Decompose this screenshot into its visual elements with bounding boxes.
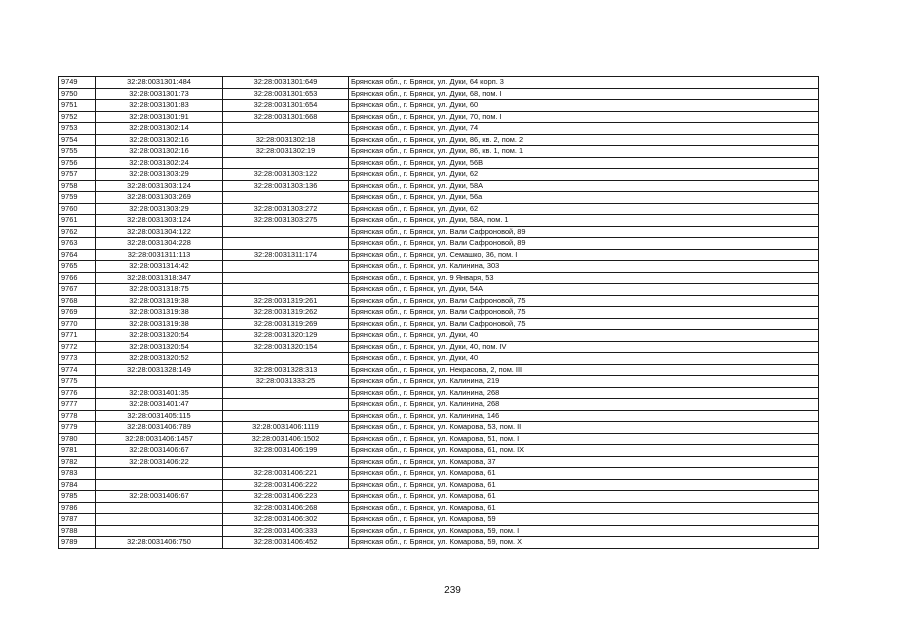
row-number-cell: 9749 [59, 77, 96, 89]
building-cadastral-number-cell: 32:28:0031320:154 [223, 341, 349, 353]
building-cadastral-number-cell: 32:28:0031302:19 [223, 146, 349, 158]
address-cell: Брянская обл., г. Брянск, ул. Дуки, 62 [349, 169, 819, 181]
table-row [59, 100, 819, 112]
table-row [59, 399, 819, 411]
land-cadastral-number-cell: 32:28:0031319:38 [96, 295, 223, 307]
row-number-cell: 9766 [59, 272, 96, 284]
table-row [59, 134, 819, 146]
building-cadastral-number-cell: 32:28:0031303:275 [223, 215, 349, 227]
table-row [59, 307, 819, 319]
registry-table-body [59, 77, 819, 549]
address-cell: Брянская обл., г. Брянск, ул. Комарова, 61 [349, 491, 819, 503]
row-number-cell: 9778 [59, 410, 96, 422]
land-cadastral-number-cell: 32:28:0031406:1457 [96, 433, 223, 445]
table-row [59, 123, 819, 135]
row-number-cell: 9764 [59, 249, 96, 261]
address-cell: Брянская обл., г. Брянск, ул. Семашко, 36, пом. I [349, 249, 819, 261]
address-cell: Брянская обл., г. Брянск, ул. Дуки, 68, пом. I [349, 88, 819, 100]
land-cadastral-number-cell: 32:28:0031302:24 [96, 157, 223, 169]
building-cadastral-number-cell [223, 272, 349, 284]
row-number-cell: 9779 [59, 422, 96, 434]
building-cadastral-number-cell: 32:28:0031311:174 [223, 249, 349, 261]
row-number-cell: 9780 [59, 433, 96, 445]
building-cadastral-number-cell: 32:28:0031303:122 [223, 169, 349, 181]
building-cadastral-number-cell [223, 157, 349, 169]
address-cell: Брянская обл., г. Брянск, ул. Дуки, 54А [349, 284, 819, 296]
land-cadastral-number-cell: 32:28:0031319:38 [96, 318, 223, 330]
land-cadastral-number-cell: 32:28:0031406:67 [96, 491, 223, 503]
table-row [59, 387, 819, 399]
row-number-cell: 9756 [59, 157, 96, 169]
building-cadastral-number-cell: 32:28:0031319:269 [223, 318, 349, 330]
row-number-cell: 9776 [59, 387, 96, 399]
row-number-cell: 9767 [59, 284, 96, 296]
building-cadastral-number-cell: 32:28:0031406:1502 [223, 433, 349, 445]
building-cadastral-number-cell: 32:28:0031319:261 [223, 295, 349, 307]
row-number-cell: 9783 [59, 468, 96, 480]
address-cell: Брянская обл., г. Брянск, ул. 9 Января, 53 [349, 272, 819, 284]
address-cell: Брянская обл., г. Брянск, ул. Комарова, 59, пом. X [349, 537, 819, 549]
row-number-cell: 9758 [59, 180, 96, 192]
address-cell: Брянская обл., г. Брянск, ул. Комарова, 53, пом. II [349, 422, 819, 434]
row-number-cell: 9771 [59, 330, 96, 342]
table-row [59, 479, 819, 491]
land-cadastral-number-cell: 32:28:0031328:149 [96, 364, 223, 376]
row-number-cell: 9774 [59, 364, 96, 376]
row-number-cell: 9775 [59, 376, 96, 388]
address-cell: Брянская обл., г. Брянск, ул. Дуки, 64 корп. 3 [349, 77, 819, 89]
land-cadastral-number-cell: 32:28:0031406:789 [96, 422, 223, 434]
land-cadastral-number-cell [96, 502, 223, 514]
land-cadastral-number-cell: 32:28:0031406:67 [96, 445, 223, 457]
building-cadastral-number-cell [223, 410, 349, 422]
row-number-cell: 9773 [59, 353, 96, 365]
land-cadastral-number-cell: 32:28:0031303:124 [96, 215, 223, 227]
building-cadastral-number-cell: 32:28:0031406:302 [223, 514, 349, 526]
address-cell: Брянская обл., г. Брянск, ул. Дуки, 40 [349, 330, 819, 342]
building-cadastral-number-cell: 32:28:0031406:268 [223, 502, 349, 514]
address-cell: Брянская обл., г. Брянск, ул. Калинина, 268 [349, 399, 819, 411]
table-row [59, 215, 819, 227]
land-cadastral-number-cell: 32:28:0031401:47 [96, 399, 223, 411]
building-cadastral-number-cell [223, 399, 349, 411]
address-cell: Брянская обл., г. Брянск, ул. Дуки, 60 [349, 100, 819, 112]
land-cadastral-number-cell [96, 468, 223, 480]
address-cell: Брянская обл., г. Брянск, ул. Некрасова, 2, пом. III [349, 364, 819, 376]
address-cell: Брянская обл., г. Брянск, ул. Комарова, 37 [349, 456, 819, 468]
land-cadastral-number-cell: 32:28:0031304:122 [96, 226, 223, 238]
table-row [59, 491, 819, 503]
row-number-cell: 9763 [59, 238, 96, 250]
address-cell: Брянская обл., г. Брянск, ул. Дуки, 56а [349, 192, 819, 204]
table-row [59, 284, 819, 296]
building-cadastral-number-cell [223, 238, 349, 250]
building-cadastral-number-cell [223, 353, 349, 365]
table-row [59, 445, 819, 457]
building-cadastral-number-cell: 32:28:0031301:653 [223, 88, 349, 100]
table-row [59, 537, 819, 549]
land-cadastral-number-cell: 32:28:0031318:75 [96, 284, 223, 296]
building-cadastral-number-cell: 32:28:0031303:272 [223, 203, 349, 215]
table-row [59, 433, 819, 445]
building-cadastral-number-cell: 32:28:0031301:668 [223, 111, 349, 123]
row-number-cell: 9770 [59, 318, 96, 330]
row-number-cell: 9750 [59, 88, 96, 100]
property-registry-table [58, 76, 819, 549]
address-cell: Брянская обл., г. Брянск, ул. Дуки, 62 [349, 203, 819, 215]
table-row [59, 249, 819, 261]
building-cadastral-number-cell: 32:28:0031406:452 [223, 537, 349, 549]
address-cell: Брянская обл., г. Брянск, ул. Вали Сафроновой, 75 [349, 295, 819, 307]
building-cadastral-number-cell: 32:28:0031303:136 [223, 180, 349, 192]
building-cadastral-number-cell [223, 261, 349, 273]
address-cell: Брянская обл., г. Брянск, ул. Дуки, 70, пом. I [349, 111, 819, 123]
address-cell: Брянская обл., г. Брянск, ул. Дуки, 40, пом. IV [349, 341, 819, 353]
table-row [59, 364, 819, 376]
table-row [59, 295, 819, 307]
land-cadastral-number-cell [96, 514, 223, 526]
land-cadastral-number-cell: 32:28:0031303:29 [96, 169, 223, 181]
building-cadastral-number-cell: 32:28:0031406:1119 [223, 422, 349, 434]
land-cadastral-number-cell: 32:28:0031301:91 [96, 111, 223, 123]
address-cell: Брянская обл., г. Брянск, ул. Комарова, 61, пом. IX [349, 445, 819, 457]
building-cadastral-number-cell: 32:28:0031301:649 [223, 77, 349, 89]
land-cadastral-number-cell: 32:28:0031303:269 [96, 192, 223, 204]
table-row [59, 341, 819, 353]
land-cadastral-number-cell: 32:28:0031406:750 [96, 537, 223, 549]
address-cell: Брянская обл., г. Брянск, ул. Комарова, 59, пом. I [349, 525, 819, 537]
land-cadastral-number-cell: 32:28:0031302:14 [96, 123, 223, 135]
land-cadastral-number-cell: 32:28:0031301:484 [96, 77, 223, 89]
row-number-cell: 9787 [59, 514, 96, 526]
row-number-cell: 9772 [59, 341, 96, 353]
table-row [59, 226, 819, 238]
table-row [59, 77, 819, 89]
land-cadastral-number-cell: 32:28:0031401:35 [96, 387, 223, 399]
row-number-cell: 9757 [59, 169, 96, 181]
table-row [59, 468, 819, 480]
building-cadastral-number-cell: 32:28:0031406:199 [223, 445, 349, 457]
building-cadastral-number-cell [223, 284, 349, 296]
row-number-cell: 9762 [59, 226, 96, 238]
land-cadastral-number-cell: 32:28:0031311:113 [96, 249, 223, 261]
land-cadastral-number-cell: 32:28:0031320:52 [96, 353, 223, 365]
building-cadastral-number-cell: 32:28:0031406:221 [223, 468, 349, 480]
address-cell: Брянская обл., г. Брянск, ул. Дуки, 74 [349, 123, 819, 135]
address-cell: Брянская обл., г. Брянск, ул. Комарова, 51, пом. I [349, 433, 819, 445]
address-cell: Брянская обл., г. Брянск, ул. Калинина, 219 [349, 376, 819, 388]
address-cell: Брянская обл., г. Брянск, ул. Дуки, 56В [349, 157, 819, 169]
table-row [59, 146, 819, 158]
table-row [59, 353, 819, 365]
land-cadastral-number-cell: 32:28:0031301:83 [96, 100, 223, 112]
table-row [59, 330, 819, 342]
land-cadastral-number-cell [96, 376, 223, 388]
land-cadastral-number-cell: 32:28:0031301:73 [96, 88, 223, 100]
table-row [59, 456, 819, 468]
address-cell: Брянская обл., г. Брянск, ул. Комарова, 61 [349, 468, 819, 480]
building-cadastral-number-cell: 32:28:0031406:222 [223, 479, 349, 491]
building-cadastral-number-cell: 32:28:0031302:18 [223, 134, 349, 146]
table-row [59, 180, 819, 192]
row-number-cell: 9765 [59, 261, 96, 273]
land-cadastral-number-cell: 32:28:0031303:124 [96, 180, 223, 192]
building-cadastral-number-cell [223, 123, 349, 135]
row-number-cell: 9760 [59, 203, 96, 215]
address-cell: Брянская обл., г. Брянск, ул. Дуки, 58А [349, 180, 819, 192]
address-cell: Брянская обл., г. Брянск, ул. Калинина, 303 [349, 261, 819, 273]
building-cadastral-number-cell: 32:28:0031333:25 [223, 376, 349, 388]
building-cadastral-number-cell: 32:28:0031301:654 [223, 100, 349, 112]
table-row [59, 169, 819, 181]
row-number-cell: 9785 [59, 491, 96, 503]
address-cell: Брянская обл., г. Брянск, ул. Дуки, 86, кв. 1, пом. 1 [349, 146, 819, 158]
table-row [59, 111, 819, 123]
building-cadastral-number-cell: 32:28:0031406:333 [223, 525, 349, 537]
table-row [59, 272, 819, 284]
table-row [59, 203, 819, 215]
building-cadastral-number-cell [223, 226, 349, 238]
row-number-cell: 9761 [59, 215, 96, 227]
land-cadastral-number-cell: 32:28:0031314:42 [96, 261, 223, 273]
row-number-cell: 9782 [59, 456, 96, 468]
row-number-cell: 9789 [59, 537, 96, 549]
address-cell: Брянская обл., г. Брянск, ул. Комарова, 61 [349, 479, 819, 491]
address-cell: Брянская обл., г. Брянск, ул. Вали Сафроновой, 75 [349, 307, 819, 319]
row-number-cell: 9755 [59, 146, 96, 158]
row-number-cell: 9784 [59, 479, 96, 491]
address-cell: Брянская обл., г. Брянск, ул. Вали Сафроновой, 89 [349, 226, 819, 238]
address-cell: Брянская обл., г. Брянск, ул. Комарова, 59 [349, 514, 819, 526]
building-cadastral-number-cell: 32:28:0031406:223 [223, 491, 349, 503]
land-cadastral-number-cell: 32:28:0031320:54 [96, 341, 223, 353]
land-cadastral-number-cell [96, 525, 223, 537]
table-row [59, 157, 819, 169]
land-cadastral-number-cell: 32:28:0031405:115 [96, 410, 223, 422]
land-cadastral-number-cell: 32:28:0031303:29 [96, 203, 223, 215]
land-cadastral-number-cell: 32:28:0031318:347 [96, 272, 223, 284]
building-cadastral-number-cell: 32:28:0031328:313 [223, 364, 349, 376]
land-cadastral-number-cell [96, 479, 223, 491]
building-cadastral-number-cell: 32:28:0031319:262 [223, 307, 349, 319]
address-cell: Брянская обл., г. Брянск, ул. Дуки, 40 [349, 353, 819, 365]
land-cadastral-number-cell: 32:28:0031319:38 [96, 307, 223, 319]
address-cell: Брянская обл., г. Брянск, ул. Вали Сафроновой, 75 [349, 318, 819, 330]
address-cell: Брянская обл., г. Брянск, ул. Вали Сафроновой, 89 [349, 238, 819, 250]
row-number-cell: 9777 [59, 399, 96, 411]
row-number-cell: 9768 [59, 295, 96, 307]
address-cell: Брянская обл., г. Брянск, ул. Комарова, 61 [349, 502, 819, 514]
address-cell: Брянская обл., г. Брянск, ул. Калинина, 268 [349, 387, 819, 399]
row-number-cell: 9752 [59, 111, 96, 123]
table-row [59, 514, 819, 526]
row-number-cell: 9781 [59, 445, 96, 457]
row-number-cell: 9788 [59, 525, 96, 537]
row-number-cell: 9754 [59, 134, 96, 146]
table-row [59, 88, 819, 100]
address-cell: Брянская обл., г. Брянск, ул. Дуки, 86, кв. 2, пом. 2 [349, 134, 819, 146]
land-cadastral-number-cell: 32:28:0031302:16 [96, 134, 223, 146]
row-number-cell: 9759 [59, 192, 96, 204]
row-number-cell: 9786 [59, 502, 96, 514]
page-number: 239 [444, 585, 461, 596]
land-cadastral-number-cell: 32:28:0031320:54 [96, 330, 223, 342]
row-number-cell: 9751 [59, 100, 96, 112]
table-row [59, 238, 819, 250]
land-cadastral-number-cell: 32:28:0031302:16 [96, 146, 223, 158]
row-number-cell: 9753 [59, 123, 96, 135]
address-cell: Брянская обл., г. Брянск, ул. Дуки, 58А, пом. 1 [349, 215, 819, 227]
row-number-cell: 9769 [59, 307, 96, 319]
building-cadastral-number-cell [223, 192, 349, 204]
building-cadastral-number-cell [223, 387, 349, 399]
land-cadastral-number-cell: 32:28:0031406:22 [96, 456, 223, 468]
table-row [59, 261, 819, 273]
table-row [59, 502, 819, 514]
table-row [59, 410, 819, 422]
table-row [59, 318, 819, 330]
table-row [59, 525, 819, 537]
table-row [59, 376, 819, 388]
land-cadastral-number-cell: 32:28:0031304:228 [96, 238, 223, 250]
building-cadastral-number-cell: 32:28:0031320:129 [223, 330, 349, 342]
address-cell: Брянская обл., г. Брянск, ул. Калинина, 146 [349, 410, 819, 422]
building-cadastral-number-cell [223, 456, 349, 468]
table-row [59, 422, 819, 434]
table-row [59, 192, 819, 204]
